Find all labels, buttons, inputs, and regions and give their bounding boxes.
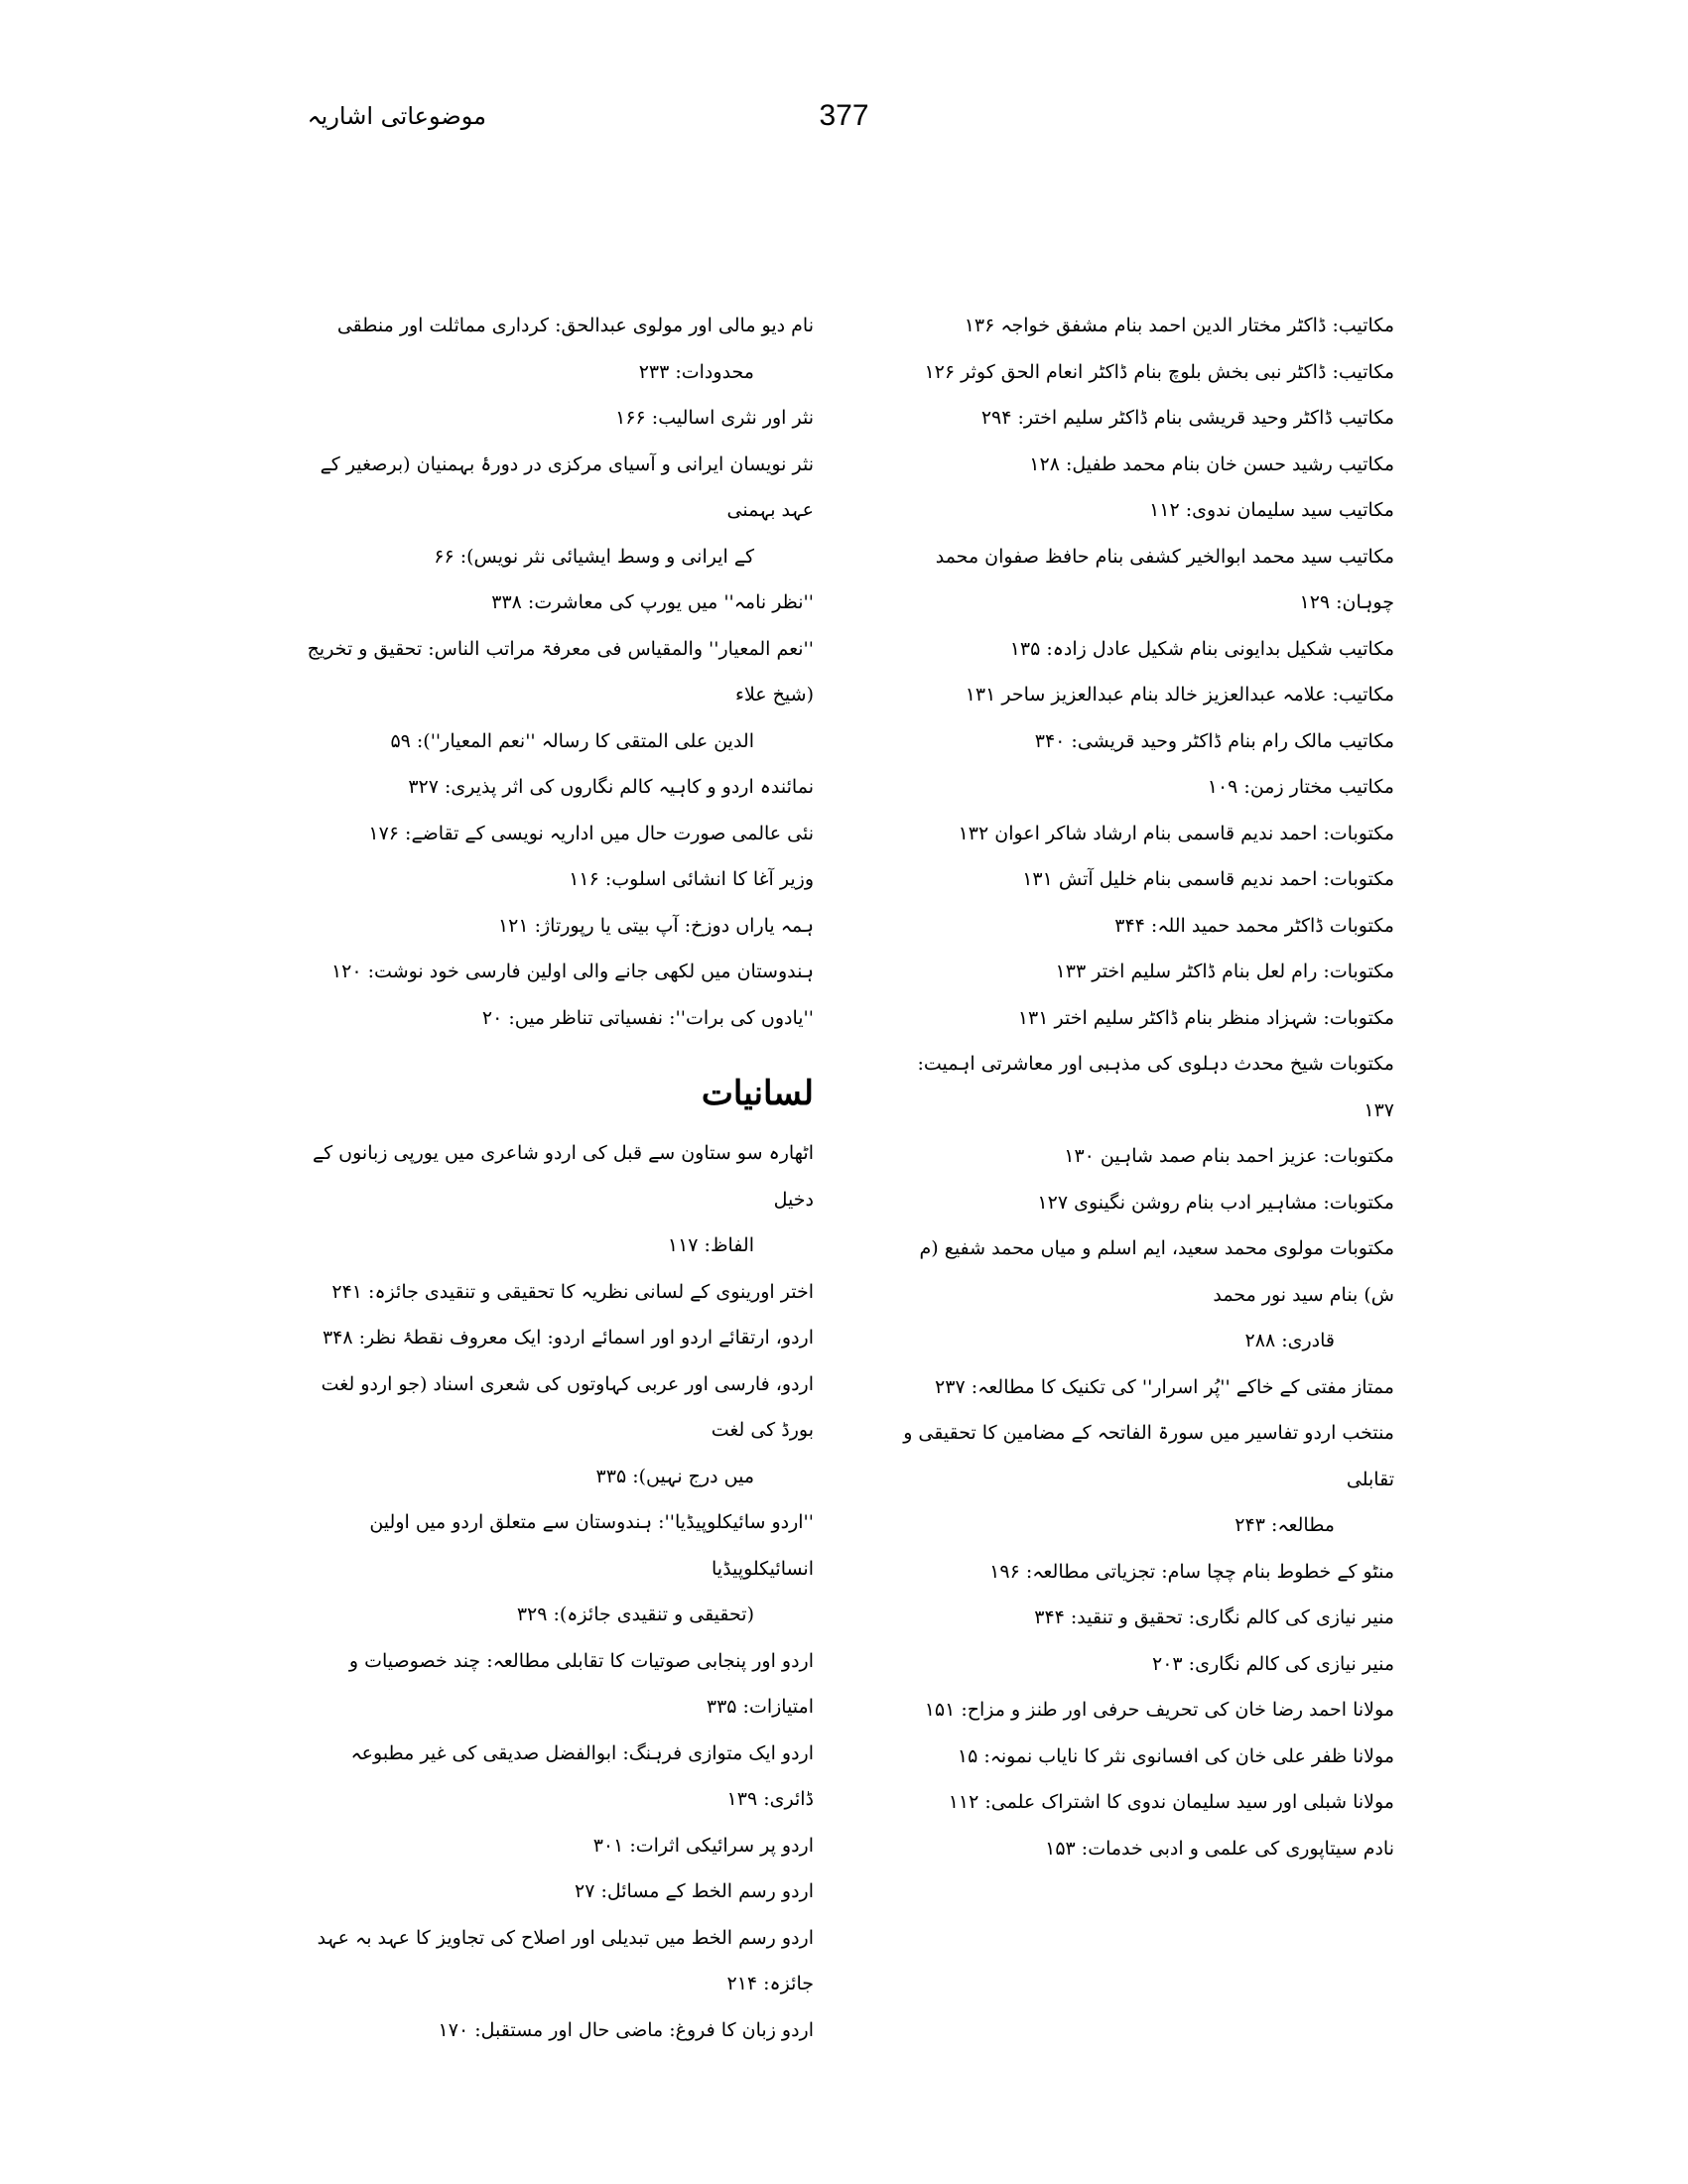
entry-text: اردو رسم الخط میں تبدیلی اور اصلاح کی تجاویز کا عہد بہ عہد جائزہ: ۲۱۴	[317, 1926, 814, 1994]
entry-continuation: مطالعہ: ۲۴۳	[1234, 1514, 1335, 1536]
entry-text: اختر اورینوی کے لسانی نظریہ کا تحقیقی و تنقیدی جائزہ: ۲۴۱	[331, 1280, 814, 1303]
entry-text: ممتاز مفتی کے خاکے ''پُر اسرار'' کی تکنیک کا مطالعہ: ۲۳۷	[935, 1375, 1394, 1398]
entry-text: اردو ایک متوازی فرہنگ: ابوالفضل صدیقی کی غیر مطبوعہ ڈائری: ۱۳۹	[350, 1741, 814, 1810]
entry-text: مکاتیب: ڈاکٹر نبی بخش بلوچ بنام ڈاکٹر انعام الحق کوثر ۱۲۶	[924, 360, 1394, 383]
entry-text: نادم سیتاپوری کی علمی و ادبی خدمات: ۱۵۳	[1045, 1837, 1394, 1860]
entry-text: منٹو کے خطوط بنام چچا سام: تجزیاتی مطالعہ: ۱۹۶	[989, 1560, 1394, 1583]
entry-text: مکتوبات: احمد ندیم قاسمی بنام ارشاد شاکر اعوان ۱۳۲	[958, 822, 1394, 844]
index-entry	[888, 1364, 1394, 1411]
index-entry	[888, 1779, 1394, 1826]
index-entry	[298, 1731, 814, 1823]
index-entry	[298, 1915, 814, 2007]
index-entry	[888, 442, 1394, 488]
entry-text: مکتوبات: مشاہیر ادب بنام روشن نگینوی ۱۲۷	[1037, 1191, 1394, 1214]
entry-text: مکتوبات: احمد ندیم قاسمی بنام خلیل آتش ۱۳۱	[1022, 868, 1394, 890]
index-entry	[298, 303, 814, 395]
index-entry	[888, 395, 1394, 442]
index-entry	[298, 579, 814, 626]
entry-text: منیر نیازی کی کالم نگاری: ۲۰۳	[1152, 1652, 1394, 1675]
entry-text: منتخب اردو تفاسیر میں سورۃ الفاتحہ کے مضامین کا تحقیقی و تقابلی	[903, 1422, 1394, 1490]
entry-text: مکاتیب سید محمد ابوالخیر کشفی بنام حافظ صفوان محمد چوہان: ۱۲۹	[935, 545, 1394, 613]
index-entry	[298, 995, 814, 1042]
entry-text: مولانا احمد رضا خان کی تحریف حرفی اور طنز و مزاح: ۱۵۱	[924, 1699, 1394, 1721]
index-entry	[298, 2007, 814, 2054]
index-entry	[888, 672, 1394, 718]
entry-text: مکاتیب مالک رام بنام ڈاکٹر وحید قریشی: ۳۴۰	[1034, 729, 1394, 752]
index-entry	[298, 1315, 814, 1361]
entry-text: نئی عالمی صورت حال میں اداریہ نویسی کے تقاضے: ۱۷۶	[368, 822, 814, 844]
entry-text: وزیر آغا کا انشائی اسلوب: ۱۱۶	[569, 868, 814, 890]
index-entry	[298, 1638, 814, 1731]
entry-text: اردو رسم الخط کے مسائل: ۲۷	[575, 1880, 814, 1902]
entry-text: مکتوبات ڈاکٹر محمد حمید اللہ: ۳۴۴	[1114, 914, 1394, 937]
index-entry	[298, 442, 814, 580]
entry-text: اٹھارہ سو ستاون سے قبل کی اردو شاعری میں یورپی زبانوں کے دخیل	[312, 1142, 814, 1211]
entry-text: ہندوستان میں لکھی جانے والی اولین فارسی خود نوشت: ۱۲۰	[330, 961, 814, 982]
index-entry	[298, 1130, 814, 1269]
index-entry	[888, 303, 1394, 349]
index-entry	[888, 626, 1394, 673]
entry-text: نثر نویسان ایرانی و آسیای مرکزی در دورۂ بہمنیان (برصغیر کے عہد بہمنی	[320, 452, 814, 521]
entry-text: مکاتیب مختار زمن: ۱۰۹	[1207, 776, 1394, 798]
entry-text: اردو، فارسی اور عربی کہاوتوں کی شعری اسناد (جو اردو لغت بورڈ کی لغت	[321, 1372, 814, 1441]
index-entry	[888, 718, 1394, 765]
index-entry	[888, 534, 1394, 626]
entry-text: نمائندہ اردو و کاہیہ کالم نگاروں کی اثر پذیری: ۳۲۷	[408, 776, 814, 798]
entry-text: مکاتیب رشید حسن خان بنام محمد طفیل: ۱۲۸	[1029, 452, 1394, 475]
index-entry	[298, 1499, 814, 1638]
index-entry	[888, 349, 1394, 396]
index-entry	[888, 1549, 1394, 1596]
index-entry	[888, 811, 1394, 857]
index-entry	[298, 626, 814, 765]
entry-continuation: محدودات: ۲۳۳	[638, 360, 754, 383]
entry-text: ''یادوں کی برات'': نفسیاتی تناظر میں: ۲۰	[481, 1006, 814, 1029]
running-head: موضوعاتی اشاریہ	[307, 102, 486, 130]
entry-continuation: کے ایرانی و وسط ایشیائی نثر نویس): ۶۶	[434, 545, 754, 568]
index-entry	[298, 1361, 814, 1500]
index-entry	[888, 856, 1394, 903]
entry-text: ہمہ یاراں دوزخ: آپ بیتی یا رپورتاژ: ۱۲۱	[497, 914, 814, 937]
entry-text: مکتوبات: رام لعل بنام ڈاکٹر سلیم اختر ۱۳۳	[1055, 961, 1394, 982]
entry-text: نثر اور نثری اسالیب: ۱۶۶	[615, 407, 814, 429]
entry-text: منیر نیازی کی کالم نگاری: تحقیق و تنقید: ۳۴۴	[1034, 1606, 1394, 1628]
index-entry	[298, 811, 814, 857]
index-entry	[888, 1133, 1394, 1180]
index-entry	[888, 1041, 1394, 1133]
right-column	[888, 303, 1394, 1871]
index-entry	[298, 856, 814, 903]
index-entry	[888, 903, 1394, 950]
index-entry	[298, 949, 814, 995]
page-number: 377	[819, 99, 869, 132]
entry-text: ''نعم المعیار'' والمقیاس فی معرفۃ مراتب الناس: تحقیق و تخریج (شیخ علاء	[307, 637, 814, 706]
entry-continuation: قادری: ۲۸۸	[1244, 1330, 1335, 1351]
entry-text: نام دیو مالی اور مولوی عبدالحق: کرداری مماثلت اور منطقی	[336, 315, 814, 336]
left-entries-before	[298, 303, 814, 1041]
entry-text: مکاتیب شکیل بدایونی بنام شکیل عادل زادہ: ۱۳۵	[1009, 637, 1394, 660]
index-entry	[298, 1868, 814, 1915]
index-entry	[298, 764, 814, 811]
index-entry	[888, 1225, 1394, 1364]
index-entry	[298, 1823, 814, 1869]
entry-text: اردو زبان کا فروغ: ماضی حال اور مستقبل: ۱۷۰	[438, 2018, 814, 2041]
entry-text: مکاتیب سید سلیمان ندوی: ۱۱۲	[1149, 499, 1394, 521]
index-entry	[888, 1410, 1394, 1549]
entry-continuation: (تحقیقی و تنقیدی جائزہ): ۳۲۹	[516, 1604, 754, 1625]
entry-text: مولانا ظفر علی خان کی افسانوی نثر کا نایاب نمونہ: ۱۵	[957, 1744, 1394, 1767]
index-entry	[888, 995, 1394, 1042]
entry-continuation: الفاظ: ۱۱۷	[667, 1234, 754, 1256]
index-entry	[298, 1269, 814, 1316]
section-heading: لسانیات	[701, 1074, 814, 1113]
left-column	[298, 303, 814, 2053]
index-entry	[888, 1687, 1394, 1734]
index-entry	[298, 903, 814, 950]
entry-text: اردو، ارتقائے اردو اور اسمائے اردو: ایک معروف نقطۂ نظر: ۳۴۸	[322, 1327, 814, 1349]
index-entry	[888, 487, 1394, 534]
entry-text: ''اردو سائیکلوپیڈیا'': ہندوستان سے متعلق اردو میں اولین انسائیکلوپیڈیا	[369, 1511, 814, 1580]
entry-text: مکاتیب ڈاکٹر وحید قریشی بنام ڈاکٹر سلیم اختر: ۲۹۴	[980, 407, 1394, 429]
index-entry	[888, 1180, 1394, 1226]
index-entry	[888, 1826, 1394, 1872]
entry-text: مکتوبات شیخ محدث دہلوی کی مذہبی اور معاشرتی اہمیت: ۱۳۷	[917, 1053, 1394, 1121]
entry-text: مکتوبات: عزیز احمد بنام صمد شاہین ۱۳۰	[1064, 1145, 1394, 1167]
entry-text: مکتوبات: شہزاد منظر بنام ڈاکٹر سلیم اختر ۱۳۱	[1017, 1006, 1394, 1029]
index-entry	[888, 1595, 1394, 1641]
entry-continuation: الدین علی المتقی کا رسالہ ''نعم المعیار''): ۵۹	[390, 729, 754, 752]
index-entry	[888, 1734, 1394, 1780]
index-entry	[888, 1641, 1394, 1688]
entry-text: مکاتیب: ڈاکٹر مختار الدین احمد بنام مشفق خواجہ ۱۳۶	[964, 315, 1394, 336]
entry-text: اردو پر سرائیکی اثرات: ۳۰۱	[592, 1834, 814, 1857]
entry-text: مولانا شبلی اور سید سلیمان ندوی کا اشتراک علمی: ۱۱۲	[948, 1791, 1394, 1813]
entry-text: اردو اور پنجابی صوتیات کا تقابلی مطالعہ: چند خصوصیات و امتیازات: ۳۳۵	[348, 1649, 814, 1718]
entry-text: مکاتیب: علامہ عبدالعزیز خالد بنام عبدالعزیز ساحر ۱۳۱	[965, 684, 1394, 706]
index-entry	[298, 395, 814, 442]
entry-text: ''نظر نامہ'' میں یورپ کی معاشرت: ۳۳۸	[491, 591, 814, 613]
left-entries-after	[298, 1130, 814, 2053]
entry-text: مکتوبات مولوی محمد سعید، ایم اسلم و میاں محمد شفیع (م ش) بنام سید نور محمد	[919, 1237, 1394, 1306]
index-entry	[888, 949, 1394, 995]
index-entry	[888, 764, 1394, 811]
entry-continuation: میں درج نہیں): ۳۳۵	[595, 1465, 754, 1487]
